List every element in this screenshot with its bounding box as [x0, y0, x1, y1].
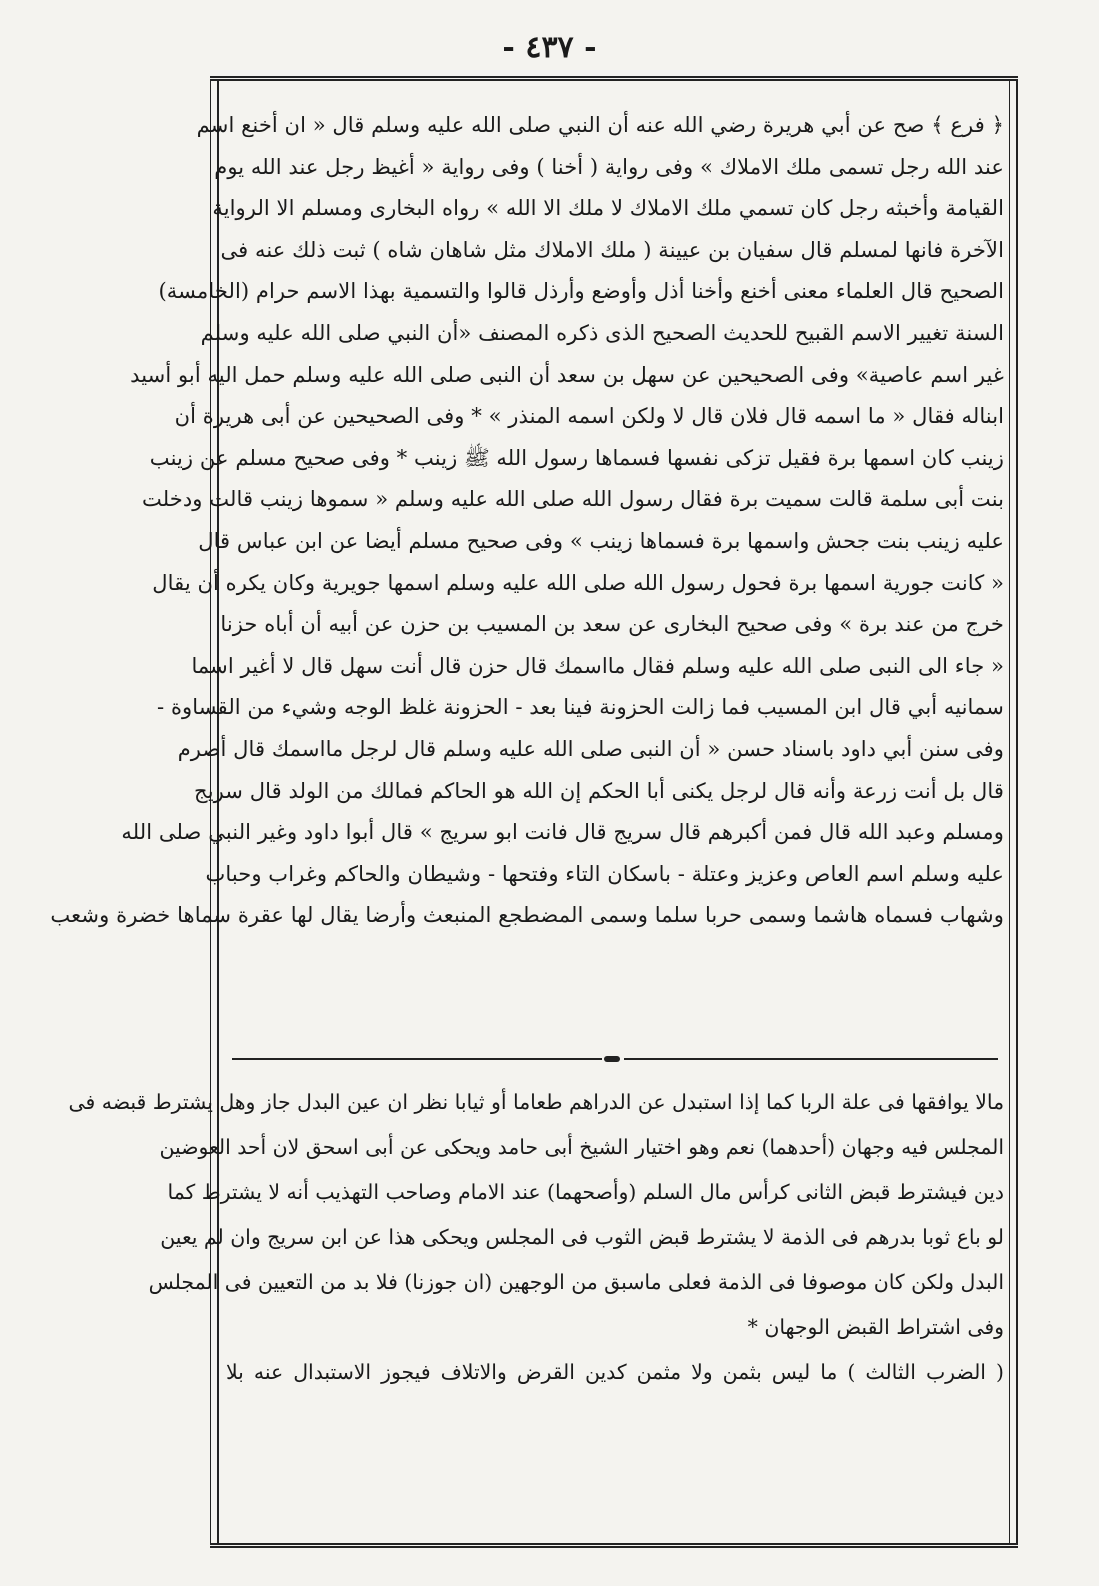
main-line: غير اسم عاصية» وفى الصحيحين عن سهل بن سعد أن النبى صلى الله عليه وسلم حمل اليه أبو أسيد [130, 361, 1004, 387]
main-line: وفى سنن أبي داود باسناد حسن « أن النبى صلى الله عليه وسلم قال لرجل مااسمك قال أصرم [177, 735, 1004, 761]
main-line: ومسلم وعبد الله قال فمن أكبرهم قال سريج قال فانت ابو سريج » قال أبوا داود وغير النبي صلى الله [121, 819, 1004, 845]
main-line: عليه زينب بنت جحش واسمها برة فسماها زينب » وفى صحيح مسلم أيضا عن ابن عباس قال [198, 527, 1004, 553]
main-line: الآخرة فانها لمسلم قال سفيان بن عيينة ( ملك الاملاك مثل شاهان شاه ) ثبت ذلك عنه فى [220, 236, 1004, 262]
footnote-line: مالا يوافقها فى علة الربا كما إذا استبدل عن الدراهم طعاما أو ثيابا نظر ان عين البدل جاز وهل يشترط قبضه فى [68, 1090, 1004, 1114]
page-number: - ٤٣٧ - [502, 30, 597, 65]
section-divider [232, 1054, 998, 1064]
main-line: خرج من عند برة » وفى صحيح البخارى عن سعد بن المسيب بن حزن عن أبيه أن أباه حزنا [220, 611, 1004, 637]
main-line: بنت أبى سلمة قالت سميت برة فقال رسول الله صلى الله عليه وسلم « سموها زينب قالت ودخلت [141, 486, 1004, 512]
footnote-line: البدل ولكن كان موصوفا فى الذمة فعلى ماسبق من الوجهين (ان جوزنا) فلا بد من التعيين فى المجلس [148, 1270, 1004, 1294]
footnote-block [68, 1080, 1004, 1395]
main-line: ﴿ فرع ﴾ صح عن أبي هريرة رضي الله عنه أن النبي صلى الله عليه وسلم قال « ان أخنع اسم [196, 112, 1004, 137]
footnote-line: المجلس فيه وجهان (أحدهما) نعم وهو اختيار الشيخ أبى حامد ويحكى عن أبى اسحق لان أحد العوضين [159, 1135, 1004, 1159]
footnote-line: دين فيشترط قبض الثانى كرأس مال السلم (وأصحهما) عند الامام وصاحب التهذيب أنه لا يشترط كما [167, 1180, 1004, 1204]
main-line: قال بل أنت زرعة وأنه قال لرجل يكنى أبا الحكم إن الله هو الحاكم فمالك من الولد قال سريج [194, 777, 1004, 803]
footnote-line: ( الضرب الثالث ) ما ليس بثمن ولا مثمن كدين القرض والاتلاف فيجوز الاستبدال عنه بلا [226, 1360, 1004, 1384]
main-line: الصحيح قال العلماء معنى أخنع وأخنا أذل وأوضع وأرذل قالوا والتسمية بهذا الاسم حرام (الخامسة) [158, 278, 1004, 304]
footnote-line: لو باع ثوبا بدرهم فى الذمة لا يشترط قبض الثوب فى المجلس ويحكى هذا عن ابن سريج وان لم يعين [160, 1225, 1004, 1249]
main-line: عليه وسلم اسم العاص وعزيز وعتلة - باسكان التاء وفتحها - وشيطان والحاكم وغراب وحباب [205, 860, 1004, 886]
main-line: وشهاب فسماه هاشما وسمى حربا سلما وسمى المضطجع المنبعث وأرضا يقال لها عقرة سماها خضرة وشعب [50, 902, 1004, 928]
main-line: « جاء الى النبى صلى الله عليه وسلم فقال مااسمك قال حزن قال أنت سهل قال لا أغير اسما [191, 652, 1004, 678]
footnote-line: وفى اشتراط القبض الوجهان * [747, 1315, 1004, 1339]
main-line: القيامة وأخبثه رجل كان تسمي ملك الاملاك لا ملك الا الله » رواه البخارى ومسلم الا الرواية [212, 195, 1004, 221]
main-line: سمانيه أبي قال ابن المسيب فما زالت الحزونة فينا بعد - الحزونة غلظ الوجه وشيء من القساوة - [157, 694, 1004, 720]
main-line: ابناله فقال « ما اسمه قال فلان قال لا ولكن اسمه المنذر » * وفى الصحيحين عن أبى هريرة أن [174, 403, 1004, 429]
main-text-block [50, 104, 1004, 936]
main-line: عند الله رجل تسمى ملك الاملاك » وفى رواية ( أخنا ) وفى رواية « أغيظ رجل عند الله يوم [214, 153, 1004, 179]
main-line: زينب كان اسمها برة فقيل تزكى نفسها فسماها رسول الله ﷺ زينب * وفى صحيح مسلم عن زينب [149, 444, 1004, 470]
main-line: السنة تغيير الاسم القبيح للحديث الصحيح الذى ذكره المصنف «أن النبي صلى الله عليه وسلم [200, 319, 1004, 345]
main-line: « كانت جورية اسمها برة فحول رسول الله صلى الله عليه وسلم اسمها جويرية وكان يكره أن يقال [152, 569, 1004, 595]
